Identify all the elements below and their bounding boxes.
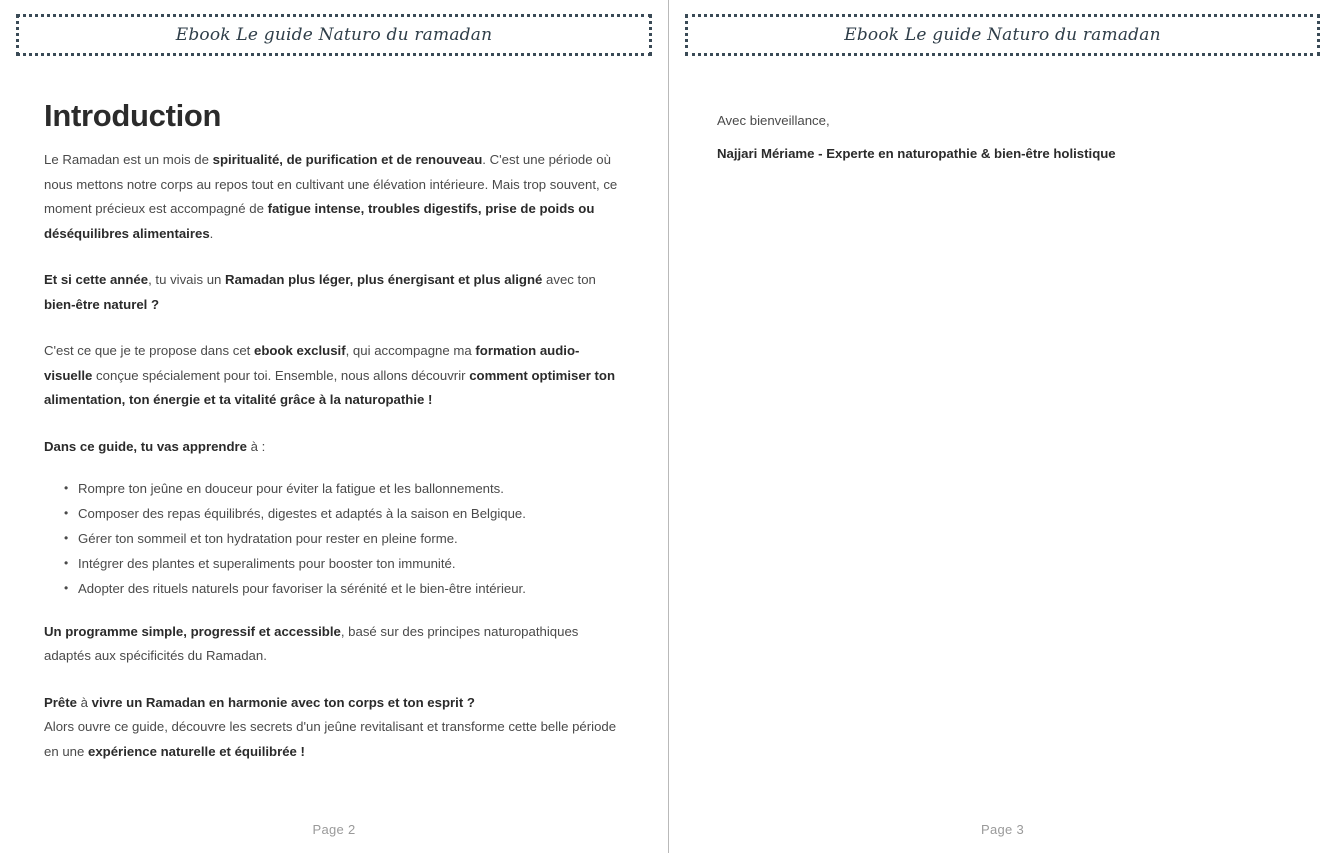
paragraph-intro-2: Et si cette année, tu vivais un Ramadan plus léger, plus énergisant et plus aligné avec ton bien-être naturel ? [44,272,596,312]
header-title-left: Ebook Le guide Naturo du ramadan [175,25,493,45]
closing-block [44,691,624,765]
paragraph-intro-3: C'est ce que je te propose dans cet ebook exclusif, qui accompagne ma formation audio-visuelle conçue spécialement pour toi. Ensemble, nous allons découvrir comment optimiser ton alimentation, ton énergie et ta vitalité grâce à la naturopathie ! [44,343,615,407]
closing-line-2: Alors ouvre ce guide, découvre les secrets d'un jeûne revitalisant et transforme cette belle période en une expérience naturelle et équilibrée ! [44,719,617,759]
signature-author: Najjari Mériame - Experte en naturopathie & bien-être holistique [717,146,1116,161]
page-header-left [16,14,652,56]
page-right [669,0,1336,853]
list-item: • Gérer ton sommeil et ton hydratation pour rester en pleine forme. [78,527,624,552]
paragraph-programme: Un programme simple, progressif et accessible, basé sur des principes naturopathiques adaptés aux spécificités du Ramadan. [44,623,579,663]
page-content-right [685,56,1320,167]
learning-points-list [44,477,624,602]
header-title-right: Ebook Le guide Naturo du ramadan [844,25,1161,45]
paragraph-learn-lead: Dans ce guide, tu vas apprendre à : [44,438,266,454]
list-item: • Rompre ton jeûne en douceur pour éviter la fatigue et les ballonnements. [78,477,624,502]
list-item: • Adopter des rituels naturels pour favoriser la sérénité et le bien-être intérieur. [78,577,624,602]
page-footer-right: Page 3 [980,822,1024,837]
closing-line-1: Prête à vivre un Ramadan en harmonie avec ton corps et ton esprit ? [44,694,475,710]
page-header-right [685,14,1320,56]
signature-greeting: Avec bienveillance, [717,113,830,128]
page-footer-left: Page 2 [312,822,356,837]
paragraph-intro-1: Le Ramadan est un mois de spiritualité, de purification et de renouveau. C'est une période où nous mettons notre corps au repos tout en cultivant une élévation intérieure. Mais trop souvent, ce moment précieux est accompagné de fatigue intense, troubles digestifs, prise de poids ou déséquilibres alimentaires. [44,152,618,241]
page-content-left [16,56,652,764]
list-item: • Intégrer des plantes et superaliments pour booster ton immunité. [78,552,624,577]
page-title: Introduction [44,98,222,133]
list-item: • Composer des repas équilibrés, digestes et adaptés à la saison en Belgique. [78,502,624,527]
